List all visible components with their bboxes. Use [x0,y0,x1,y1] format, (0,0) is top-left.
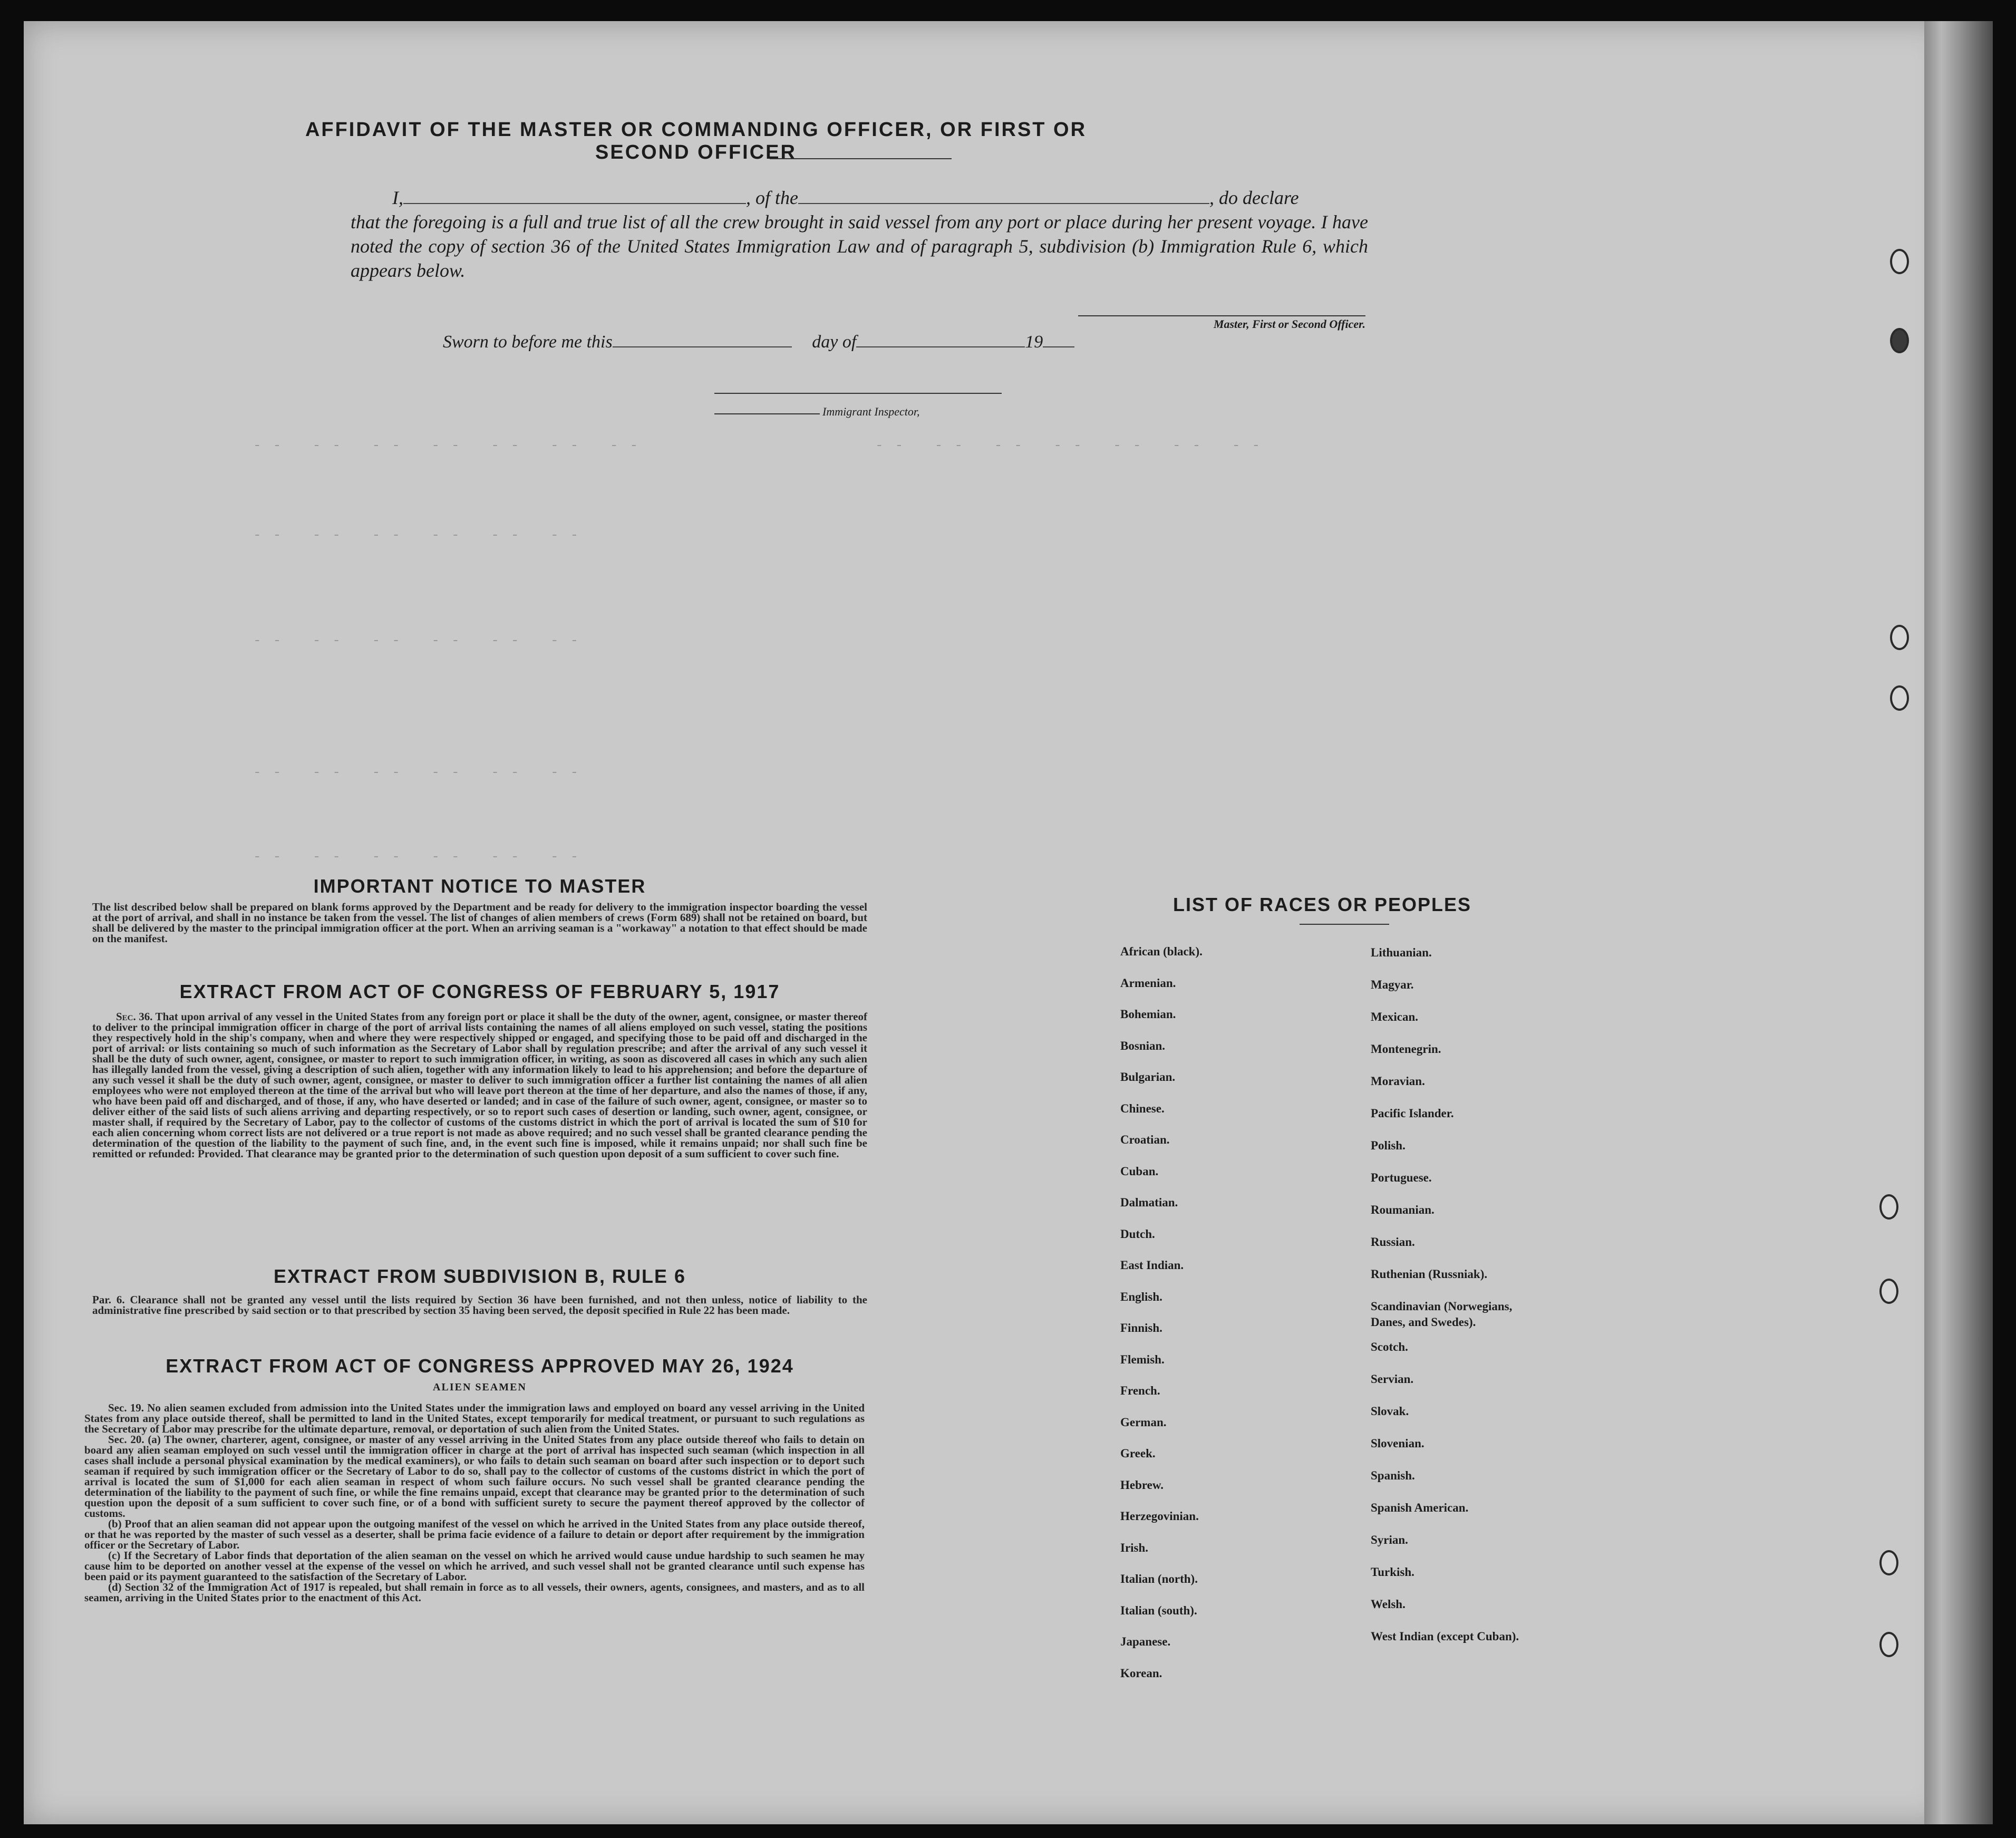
binder-hole [1879,1194,1898,1220]
extract-1924-text [84,1402,865,1603]
race-item: Roumanian. [1371,1203,1435,1216]
race-item: Bohemian. [1120,1008,1176,1021]
binder-hole [1890,685,1909,711]
race-item: Bulgarian. [1120,1070,1176,1084]
binder-hole [1879,1550,1898,1575]
race-item: French. [1120,1384,1160,1397]
race-item: Mexican. [1371,1010,1419,1023]
race-item: Welsh. [1371,1598,1406,1611]
race-item: Servian. [1371,1372,1414,1386]
race-item: Herzegovinian. [1120,1510,1199,1523]
sec-19-text: Sec. 19. No alien seamen excluded from admission into the United States under the immigration laws and employed on board any vessel arriving in the United States from any place outside thereof, shall be permitted to land in the United States, except temporarily for medical treatment, or pursuant to such regulations as the Secretary of Labor may prescribe for the ultimate departure, removal, or deportation of such alien from the United States. [84,1401,865,1435]
race-item: Ruthenian (Russniak). [1371,1268,1488,1281]
race-item: Slovak. [1371,1405,1409,1418]
inspector-lead-line [714,413,820,414]
of-the-label: , of the [746,187,798,208]
extract-1917-title: EXTRACT FROM ACT OF CONGRESS OF FEBRUARY 5, 1917 [179,981,780,1002]
race-item: Spanish. [1371,1469,1415,1482]
races-title: LIST OF RACES OR PEOPLES [1173,894,1472,915]
race-item: Finnish. [1120,1321,1162,1334]
race-item: Armenian. [1120,976,1176,990]
ghost-marks: -- -- -- -- -- -- [253,849,590,865]
races-title-underline [1300,924,1389,925]
race-item: Slovenian. [1371,1437,1424,1450]
race-item: Flemish. [1120,1352,1165,1366]
sec-20c-text: (c) If the Secretary of Labor finds that deportation of the alien seaman on the vessel on which he arrived would cause undue hardship to such seamen he may cause him to be deported on another vessel at the expense of the vessel on which he arrived, and such vessel shall not be granted clearance until such expense has been paid or its payment guaranteed to the satisfaction of the Secretary of Labor. [84,1549,865,1583]
race-item: Pacific Islander. [1371,1107,1454,1120]
race-item: Dalmatian. [1120,1196,1178,1209]
section-36-text: That upon arrival of any vessel in the United States from any foreign port or place it shall be the duty of the owner, agent, consignee, or master thereof to deliver to the principal immigration officer in charge of the port of arrival lists containing the names of all aliens employed on such vessel, stating the positions they respectively hold in the ship's company, when and where they were respectively shipped or engaged, and specifying those to be paid off and discharged in the port of arrival: or lists containing so much of such information as the Secretary of Labor shall by regulation prescribe; and after the arrival of any such vessel it shall be the duty of such owner, agent, consignee, or master to report to such immigration officer, in writing, as soon as discovered all cases in which any such alien has illegally landed from the vessel, giving a description of such alien, together with any information likely to lead to his apprehension; and before the departure of any such vessel it shall be the duty of such owner, agent, consignee, or master to deliver to such immigration officer a further list containing the names of all alien employees who were not employed thereon at the time of the arrival but who will leave port thereon at the time of her departure, and also the names of those, if any, who have been paid off and discharged, and of those, if any, who have deserted or landed; and in case of the failure of such owner, agent, consignee, or master so to deliver either of the said lists of such aliens arriving and departing respectively, or so to report such cases of desertion or landing, such owner, agent, consignee, or master shall, if required by the Secretary of Labor, pay to the collector of customs of the customs district in which the port of arrival is located the sum of $10 for each alien concerning whom correct lists are not delivered or a true report is not made as above required; and no such vessel shall be granted clearance pending the determination of the question of the liability to the payment of such fine, and, in the event such fine is imposed, while it remains unpaid; nor shall such fine be remitted or refunded: Provided. That clearance may be granted prior to the determination of such question upon deposit of a sum sufficient to cover such fine. [92,1010,867,1160]
race-item: Scandinavian (Norwegians, Danes, and Swedes). [1371,1300,1513,1329]
ghost-marks: -- -- -- -- -- -- [253,765,590,780]
race-item: Italian (south). [1120,1603,1197,1617]
title-underline [770,158,952,159]
i-label: I, [392,187,403,208]
alien-seamen-subtitle: ALIEN SEAMEN [433,1381,527,1393]
sec-20b-text: (b) Proof that an alien seaman did not appear upon the outgoing manifest of the vessel on which he arrived in the United States from any place outside thereof, or that he was reported by the master of such vessel as a deserter, shall be prima facie evidence of a failure to detain or deport after requirement by the immigration officer or the Secretary of Labor. [84,1517,865,1551]
race-item: English. [1120,1290,1162,1303]
vessel-blank[interactable] [798,203,1209,204]
declaration-body: that the foregoing is a full and true list of all the crew brought in said vessel from any port or place during her present voyage. I have noted the copy of section 36 of the United States Immigration Law and of paragraph 5, subdivision (b) Immigration Rule 6, which appears below. [351,211,1368,281]
binder-hole [1890,249,1909,274]
sec-20d-text: (d) Section 32 of the Immigration Act of 1917 is repealed, but shall remain in force as to all vessels, their owners, agents, consignees, and masters, and as to all seamen, arriving in the United States prior to the enactment of this Act. [84,1581,865,1604]
race-item: East Indian. [1120,1259,1184,1272]
year-prefix: 19 [1025,332,1043,352]
inspector-signature-line[interactable] [714,393,1002,394]
signature-line[interactable] [1078,315,1365,316]
declaration-line [351,186,1368,210]
section-label: Sec. 36. [116,1010,153,1023]
rule6-title: EXTRACT FROM SUBDIVISION B, RULE 6 [273,1265,686,1287]
inspector-caption: Immigrant Inspector, [822,405,920,418]
rule6-text: Par. 6. Clearance shall not be granted any vessel until the lists required by Section 36 have been furnished, and not then unless, notice of liability to the administrative fine prescribed by said section or to that prescribed by section 35 having been served, the deposit specified in Rule 22 has been made. [92,1293,867,1317]
sec-20a-text: Sec. 20. (a) The owner, charterer, agent, consignee, or master of any vessel arriving in the United States from any place outside thereof who fails to detain on board any alien seaman employed on such vessel until the immigration officer in charge at the port of arrival has inspected such seaman (which inspection in all cases shall include a personal physical examination by the medical examiners), or who fails to detain such seaman on board after such inspection or to deport such seaman if required by such immigration officer or the Secretary of Labor to do so, shall pay to the collector of customs of the customs district in which the port of arrival is located the sum of $1,000 for each alien seaman in respect of whom such failure occurs. No such vessel shall be granted clearance pending the determination of the liability to the payment of such fine, or while the fine remains unpaid, except that clearance may be granted prior to the determination of such question upon the deposit of a sum sufficient to cover such fine, or of a bond with sufficient surety to secure the payment thereof approved by the collector of customs. [84,1433,865,1520]
race-item: Dutch. [1120,1227,1155,1241]
race-item: Turkish. [1371,1565,1414,1579]
binding-edge [1924,21,1993,1824]
affidavit-text [351,186,1368,283]
race-item: Montenegrin. [1371,1042,1441,1056]
name-blank[interactable] [403,203,746,204]
race-item: Chinese. [1120,1101,1165,1115]
sworn-line [443,332,1074,352]
race-item: West Indian (except Cuban). [1371,1630,1519,1643]
race-item: Japanese. [1120,1635,1171,1648]
month-blank[interactable] [856,346,1025,347]
race-item: Polish. [1371,1139,1406,1152]
notice-title: IMPORTANT NOTICE TO MASTER [313,875,646,897]
extract-1924-title: EXTRACT FROM ACT OF CONGRESS APPROVED MAY 26, 1924 [166,1355,794,1377]
ghost-marks: -- -- -- -- -- -- [253,633,590,649]
race-item: African (black). [1120,945,1203,958]
race-item: Scotch. [1371,1340,1408,1353]
sworn-label: Sworn to before me this [443,332,613,352]
signature-caption: Master, First or Second Officer. [1213,317,1365,331]
ghost-marks: -- -- -- -- -- -- -- [253,438,650,453]
race-item: Croatian. [1120,1133,1170,1146]
day-blank[interactable] [613,346,792,347]
extract-1917-text [92,1011,867,1159]
year-blank[interactable] [1043,346,1074,347]
binder-hole [1879,1279,1898,1304]
race-item: Greek. [1120,1447,1156,1460]
race-item: Magyar. [1371,978,1414,991]
race-item: Cuban. [1120,1164,1159,1178]
notice-text: The list described below shall be prepared on blank forms approved by the Department and be ready for delivery to the immigration inspector boarding the vessel at the port of arrival, and shall in no instance be taken from the vessel. The list of changes of alien members of crews (Form 689) shall not be retained on board, but shall be delivered by the master to the principal immigration officer at the port. When an arriving seaman is a "workaway" a notation to that effect should be made on the manifest. [92,901,867,945]
race-item: Moravian. [1371,1075,1425,1088]
race-item: Lithuanian. [1371,946,1432,959]
binder-hole [1890,625,1909,650]
race-item: German. [1120,1415,1167,1429]
affidavit-title: AFFIDAVIT OF THE MASTER OR COMMANDING OFFICER, OR FIRST OR SECOND OFFICER [305,119,1087,163]
race-item: Bosnian. [1120,1039,1166,1052]
race-item: Syrian. [1371,1533,1408,1546]
declare-label: , do declare [1209,187,1299,208]
race-item: Italian (north). [1120,1572,1198,1585]
race-item: Hebrew. [1120,1478,1164,1492]
ghost-marks: -- -- -- -- -- -- [253,527,590,543]
race-item: Korean. [1120,1666,1162,1680]
binder-hole [1890,328,1909,353]
ghost-marks: -- -- -- -- -- -- -- [875,438,1272,453]
race-item: Irish. [1120,1541,1149,1554]
race-item: Portuguese. [1371,1171,1432,1184]
day-of-label: day of [812,332,857,352]
binder-hole [1879,1632,1898,1657]
race-item: Russian. [1371,1235,1415,1249]
race-item: Spanish American. [1371,1501,1469,1514]
